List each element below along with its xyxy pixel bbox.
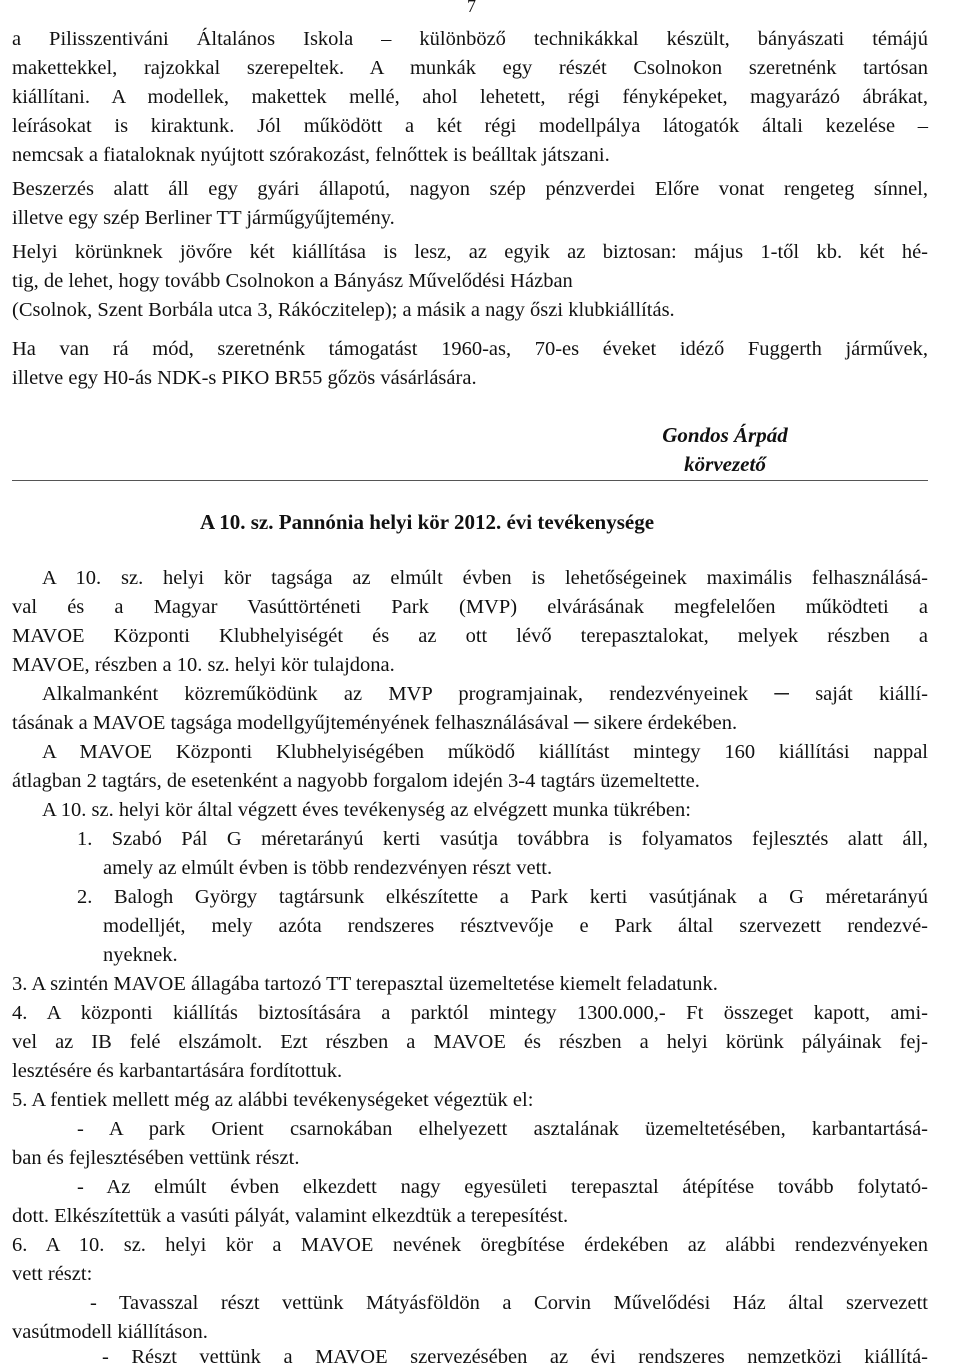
text-line: A 10. sz. helyi kör által végzett éves tevékenység az elvégzett munka tükrében: bbox=[42, 799, 691, 821]
text-line: tig, de lehet, hogy tovább Csolnokon a Bányász Művelődési Házban bbox=[12, 270, 573, 292]
text-line: dott. Elkészítettük a vasúti pályát, valamint elkezdtük a terepesítést. bbox=[12, 1205, 569, 1227]
text-line: val és a Magyar Vasúttörténeti Park (MVP) elvárásának megfelelően működteti a bbox=[12, 596, 928, 618]
text-line: illetve egy H0-ás NDK-s PIKO BR55 gőzös vásárlására. bbox=[12, 367, 477, 389]
text-line: illetve egy szép Berliner TT járműgyűjtemény. bbox=[12, 207, 395, 229]
list-item: 3. A szintén MAVOE állagába tartozó TT terepasztal üzemeltetése kiemelt feladatunk. bbox=[12, 973, 718, 995]
text-line: MAVOE Központi Klubhelyiségét és az ott lévő terepasztalokat, melyek részben a bbox=[12, 625, 928, 647]
text-line: tásának a MAVOE tagsága modellgyűjteményének felhasználásával ─ sikere érdekében. bbox=[12, 712, 738, 734]
text-line: A 10. sz. helyi kör tagsága az elmúlt évben is lehetőségeinek maximális felhasználásá- bbox=[42, 567, 928, 589]
list-item: nyeknek. bbox=[103, 944, 178, 966]
list-item: 5. A fentiek mellett még az alábbi tevékenységeket végeztük el: bbox=[12, 1089, 534, 1111]
section-divider bbox=[12, 480, 928, 481]
text-line: - Tavasszal részt vettünk Mátyásföldön a Corvin Művelődési Ház által szervezett bbox=[90, 1292, 928, 1314]
signature-name: Gondos Árpád bbox=[662, 423, 788, 447]
list-item: vel az IB felé elszámolt. Ezt részben a MAVOE és részben a helyi körünk pályáinak fej- bbox=[12, 1031, 928, 1053]
text-line: Helyi körünknek jövőre két kiállítása is lesz, az egyik az biztosan: május 1-től kb. két hé- bbox=[12, 241, 928, 263]
list-item: 1. Szabó Pál G méretarányú kerti vasútja továbbra is folyamatos fejlesztés alatt áll, bbox=[77, 828, 928, 850]
list-item: amely az elmúlt évben is több rendezvényen részt vett. bbox=[103, 857, 553, 879]
text-line: - Részt vettünk a MAVOE szervezésében az évi rendszeres nemzetközi kiállítá- bbox=[102, 1346, 928, 1368]
text-line: vasútmodell kiállításon. bbox=[12, 1321, 208, 1343]
list-item: 2. Balogh György tagtársunk elkészítette a Park kerti vasútjának a G méretarányú bbox=[77, 886, 928, 908]
text-line: nemcsak a fiataloknak nyújtott szórakozást, felnőttek is beálltak játszani. bbox=[12, 144, 610, 166]
text-line: makettekkel, rajzokkal szerepeltek. A munkák egy részét Csolnokon szeretnénk tartósan bbox=[12, 57, 928, 79]
list-item: 6. A 10. sz. helyi kör a MAVOE nevének öregbítése érdekében az alábbi rendezvényeken bbox=[12, 1234, 928, 1256]
text-line: Beszerzés alatt áll egy gyári állapotú, nagyon szép pénzverdei Előre vonat rengeteg sínnel, bbox=[12, 178, 928, 200]
text-line: átlagban 2 tagtárs, de esetenként a nagyobb forgalom idején 3-4 tagtárs üzemeltette. bbox=[12, 770, 700, 792]
text-line: (Csolnok, Szent Borbála utca 3, Rákóczitelep); a másik a nagy őszi klubkiállítás. bbox=[12, 299, 675, 321]
text-line: ban és fejlesztésében vettünk részt. bbox=[12, 1147, 300, 1169]
list-item: modelljét, mely azóta rendszeres résztvevője e Park által szervezett rendezvé- bbox=[103, 915, 928, 937]
text-line: leírásokat is kiraktunk. Jól működött a két régi modellpálya látogatók általi kezelése – bbox=[12, 115, 928, 137]
signature-role: körvezető bbox=[684, 452, 766, 476]
text-line: - A park Orient csarnokában elhelyezett asztalának üzemeltetésében, karbantartásá- bbox=[77, 1118, 928, 1140]
text-line: - Az elmúlt évben elkezdett nagy egyesületi terepasztal átépítése tovább folytató- bbox=[77, 1176, 928, 1198]
text-line: kiállítani. A modellek, makettek mellé, ahol lehetett, régi fényképeket, magyarázó ábrákat, bbox=[12, 86, 928, 108]
list-item: lesztésére és karbantartására fordítottuk. bbox=[12, 1060, 343, 1082]
text-line: a Pilisszentiváni Általános Iskola – különböző technikákkal készült, bányászati témájú bbox=[12, 28, 928, 50]
text-line: Ha van rá mód, szeretnénk támogatást 1960-as, 70-es éveket idéző Fuggerth járművek, bbox=[12, 338, 928, 360]
text-line: A MAVOE Központi Klubhelyiségében működő kiállítást mintegy 160 kiállítási nappal bbox=[42, 741, 928, 763]
text-line: MAVOE, részben a 10. sz. helyi kör tulajdona. bbox=[12, 654, 395, 676]
list-item: 4. A központi kiállítás biztosítására a parktól mintegy 1300.000,- Ft összeget kapott, ami- bbox=[12, 1002, 928, 1024]
section-heading: A 10. sz. Pannónia helyi kör 2012. évi tevékenysége bbox=[200, 510, 655, 534]
list-item: vett részt: bbox=[12, 1263, 93, 1285]
page-number: 7 bbox=[467, 0, 476, 16]
text-line: Alkalmanként közreműködünk az MVP programjainak, rendezvényeinek ─ saját kiállí- bbox=[42, 683, 928, 705]
